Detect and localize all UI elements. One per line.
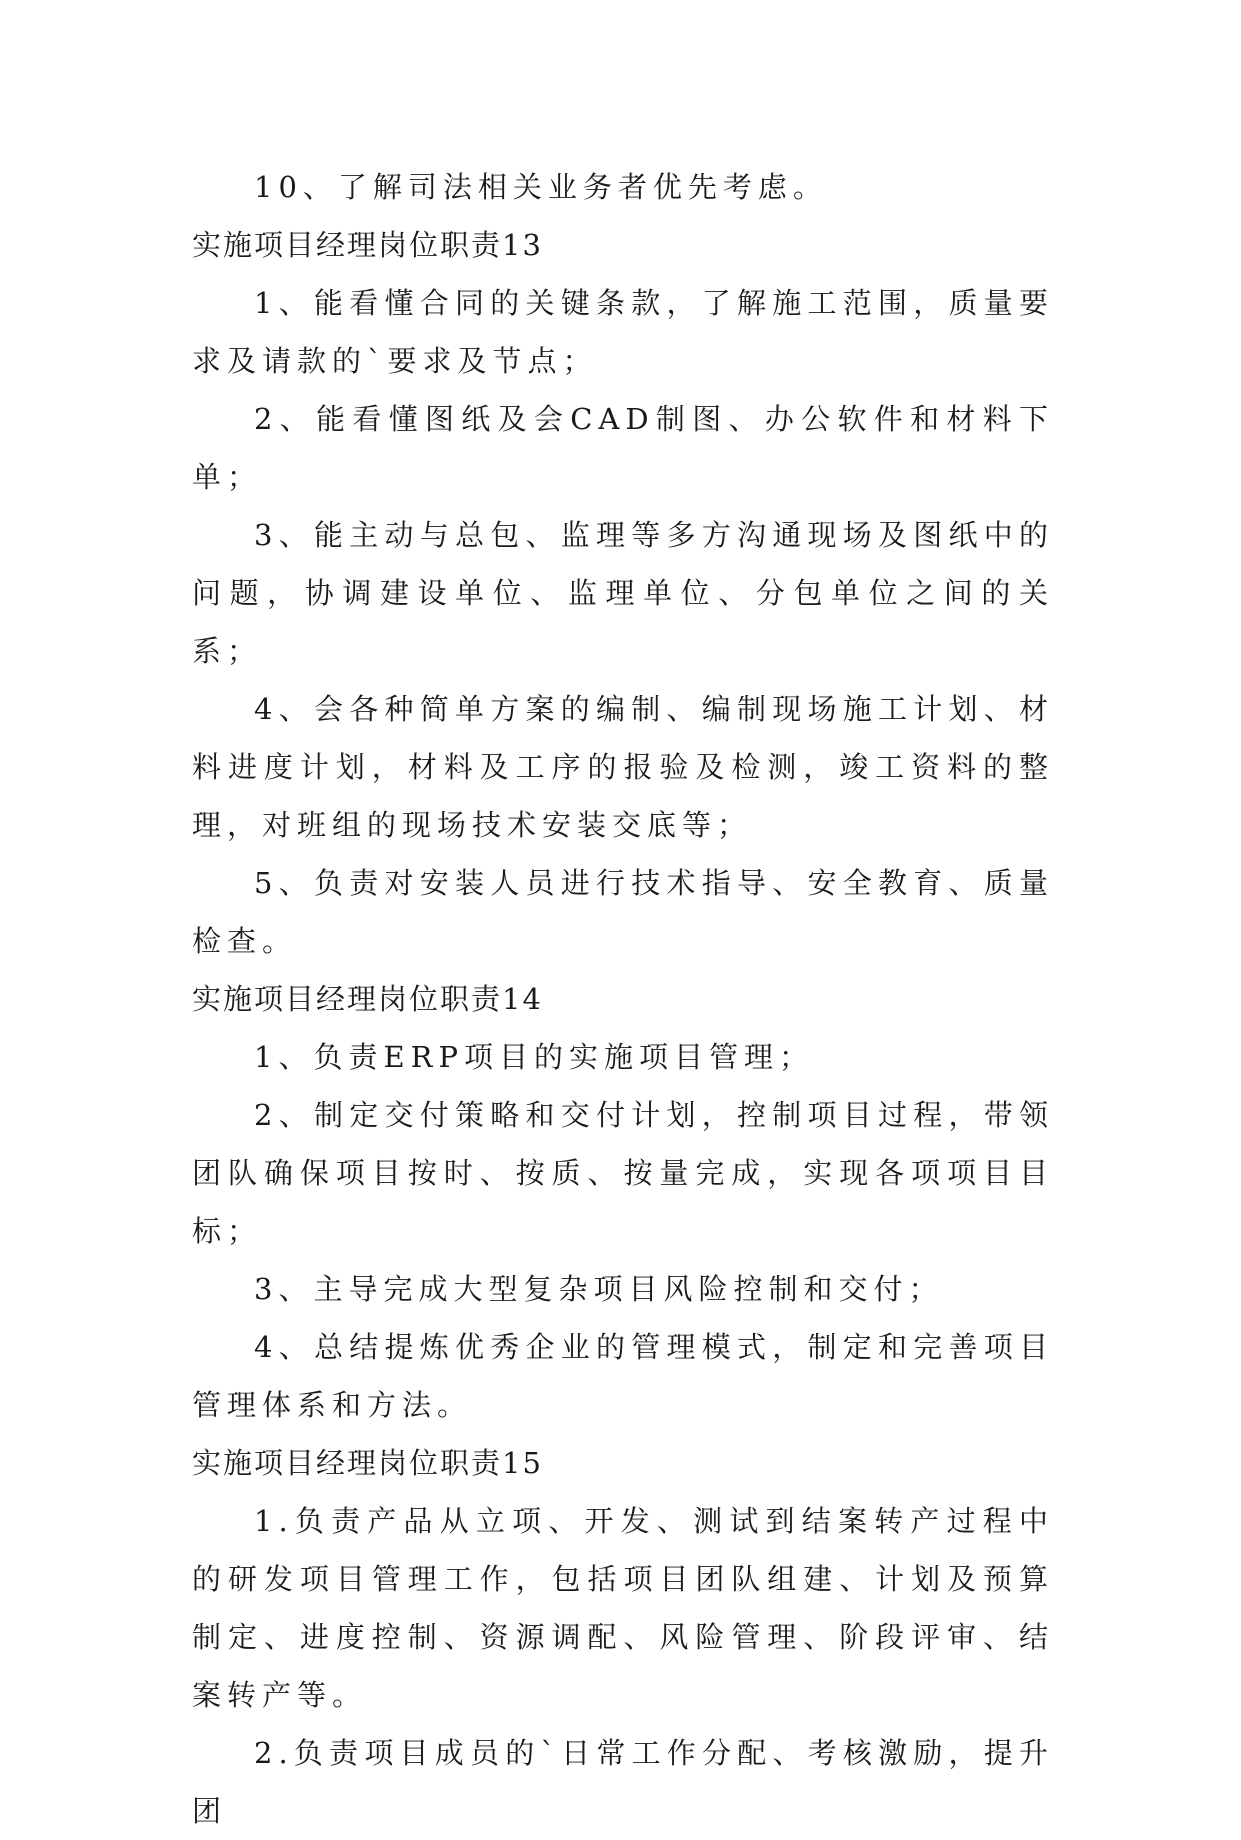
paragraph: 1、能看懂合同的关键条款，了解施工范围，质量要求及请款的`要求及节点； <box>192 286 1054 378</box>
paragraph: 5、负责对安装人员进行技术指导、安全教育、质量检查。 <box>192 866 1054 958</box>
paragraph: 4、总结提炼优秀企业的管理模式，制定和完善项目管理体系和方法。 <box>192 1330 1054 1422</box>
document-page <box>192 158 1054 1840</box>
paragraph: 2、制定交付策略和交付计划，控制项目过程，带领团队确保项目按时、按质、按量完成，实现各项项目目标； <box>192 1098 1054 1248</box>
section-heading: 实施项目经理岗位职责13 <box>192 228 543 262</box>
section-heading: 实施项目经理岗位职责14 <box>192 982 543 1016</box>
paragraph: 2、能看懂图纸及会CAD制图、办公软件和材料下单； <box>192 402 1054 494</box>
section-heading: 实施项目经理岗位职责15 <box>192 1446 543 1480</box>
paragraph: 1、负责ERP项目的实施项目管理； <box>254 1040 814 1074</box>
paragraph: 2.负责项目成员的`日常工作分配、考核激励，提升团 <box>192 1736 1054 1828</box>
paragraph: 3、主导完成大型复杂项目风险控制和交付； <box>254 1272 944 1306</box>
paragraph: 3、能主动与总包、监理等多方沟通现场及图纸中的问题，协调建设单位、监理单位、分包单位之间的关系； <box>192 518 1054 668</box>
paragraph: 1.负责产品从立项、开发、测试到结案转产过程中的研发项目管理工作，包括项目团队组建、计划及预算制定、进度控制、资源调配、风险管理、阶段评审、结案转产等。 <box>192 1504 1054 1712</box>
paragraph: 10、了解司法相关业务者优先考虑。 <box>254 170 828 204</box>
paragraph: 4、会各种简单方案的编制、编制现场施工计划、材料进度计划，材料及工序的报验及检测，竣工资料的整理，对班组的现场技术安装交底等； <box>192 692 1054 842</box>
